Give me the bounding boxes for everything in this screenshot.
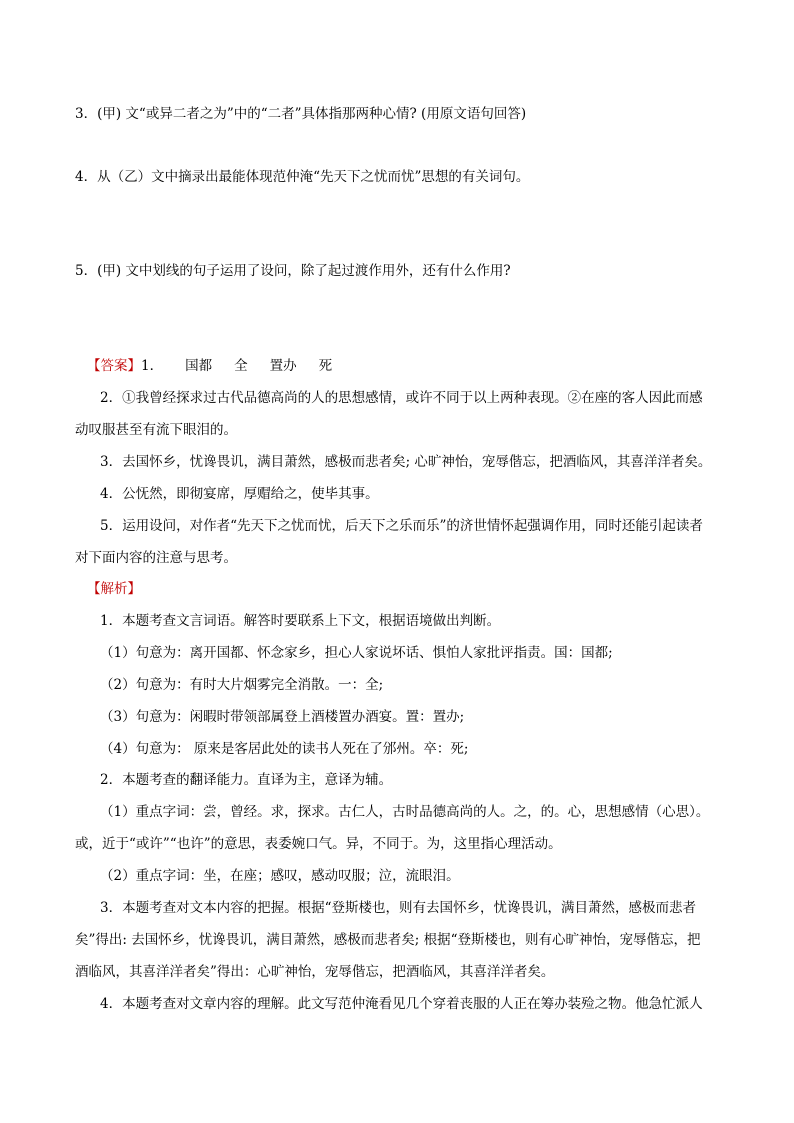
analysis-line: 2．本题考查的翻译能力。直译为主，意译为辅。 — [100, 772, 393, 788]
analysis-line: 或，近于“或许”“也许”的意思，表委婉口气。异，不同于。为，这里指心理活动。 — [75, 836, 562, 852]
answer-5-line: 对下面内容的注意与思考。 — [75, 550, 237, 566]
analysis-line: （2）句意为：有时大片烟雾完全消散。一：全; — [100, 677, 384, 693]
analysis-line: 酒临风，其喜洋洋者矣”得出：心旷神怡，宠辱偕忘，把酒临风，其喜洋洋者矣。 — [75, 964, 555, 980]
answer-2-line: 动叹服甚至有流下眼泪的。 — [75, 422, 237, 438]
analysis-line: （1）句意为：离开国都、怀念家乡，担心人家说坏话、惧怕人家批评指责。国：国都; — [100, 645, 613, 661]
answer-1-row — [87, 356, 747, 376]
answer-1-word: 全 — [234, 358, 248, 374]
analysis-line: （4）句意为： 原来是客居此处的读书人死在了邠州。卒：死; — [100, 741, 469, 757]
answer-4: 4．公怃然，即彻宴席，厚赗给之，使毕其事。 — [100, 486, 379, 502]
answer-2-line: 2．①我曾经探求过古代品德高尚的人的思想感情，或许不同于以上两种表现。②在座的客人因此而感 — [100, 390, 703, 406]
analysis-label: 【解析】 — [87, 581, 141, 597]
answer-1-number: 1． — [141, 358, 164, 374]
answer-3: 3．去国怀乡，忧谗畏讥，满目萧然，感极而悲者矣; 心旷神怡，宠辱偕忘，把酒临风，其喜洋洋者矣。 — [100, 454, 712, 470]
question-5: 5．(甲) 文中划线的句子运用了设问，除了起过渡作用外，还有什么作用? — [75, 263, 511, 279]
answer-1-word: 死 — [318, 358, 333, 374]
answer-label: 【答案】 — [87, 358, 141, 374]
question-4: 4．从（乙）文中摘录出最能体现范仲淹“先天下之忧而忧”思想的有关词句。 — [75, 169, 530, 185]
analysis-line: （1）重点字词：尝，曾经。求，探求。古仁人，古时品德高尚的人。之，的。心，思想感情（心思）。 — [100, 804, 710, 820]
analysis-line: （2）重点字词：坐，在座；感叹，感动叹服；泣，流眼泪。 — [100, 868, 460, 884]
analysis-line: 1．本题考查文言词语。解答时要联系上下文，根据语境做出判断。 — [100, 613, 501, 629]
analysis-line: 矣”得出: 去国怀乡，忧谗畏讥，满目萧然，感极而悲者矣; 根据“登斯楼也，则有心旷神怡，宠辱偕忘，把 — [75, 932, 701, 948]
answer-5-line: 5．运用设问，对作者“先天下之忧而忧，后天下之乐而乐”的济世情怀起强调作用，同时还能引起读者 — [100, 518, 703, 534]
answer-1-word: 置办 — [269, 358, 297, 374]
analysis-line: 3．本题考查对文本内容的把握。根据“登斯楼也，则有去国怀乡，忧谗畏讥，满目萧然，感极而悲者 — [100, 900, 696, 916]
analysis-line: 4．本题考查对文章内容的理解。此文写范仲淹看见几个穿着丧服的人正在筹办装殓之物。他急忙派人 — [100, 996, 703, 1012]
answer-1-word: 国都 — [185, 358, 213, 374]
analysis-line: （3）句意为：闲暇时带领部属登上酒楼置办酒宴。置：置办; — [100, 709, 465, 725]
question-3: 3．(甲) 文“或异二者之为”中的“二者”具体指那两种心情? (用原文语句回答) — [75, 106, 527, 122]
